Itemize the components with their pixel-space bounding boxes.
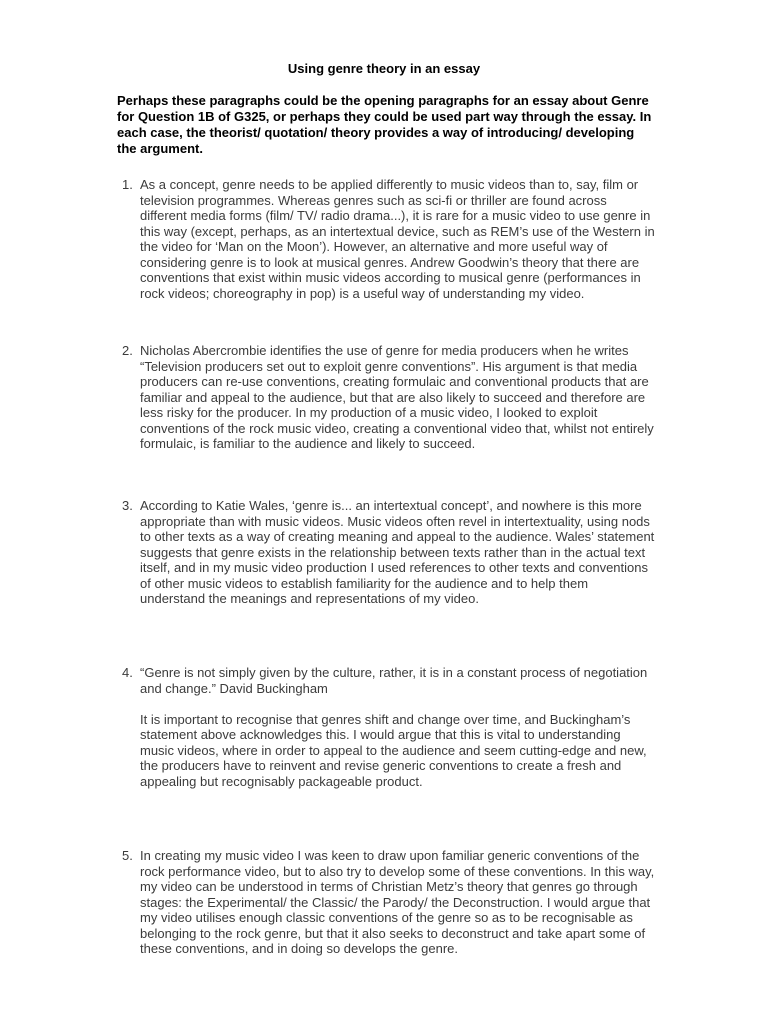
list-item-body (140, 498, 656, 607)
list-item-body (140, 177, 656, 301)
intro-paragraph: Perhaps these paragraphs could be the opening paragraphs for an essay about Genre for Question 1B of G325, or perhaps they could be used part way through the essay. In each case, the theorist/ quotation/ theory provides a way of introducing/ developing the argument. (117, 93, 652, 156)
list-item-body (140, 848, 656, 957)
list-item-number: 4. (122, 665, 133, 680)
list-item-1 (122, 177, 656, 301)
list-item-number: 1. (122, 177, 133, 192)
list-item-quote-paragraph: “Genre is not simply given by the culture, rather, it is in a constant process of negotiation and change.” David Buckingham (140, 665, 648, 696)
list-item-paragraph: It is important to recognise that genres shift and change over time, and Buckingham’s statement above acknowledges this. I would argue that this is vital to understanding music videos, where in order to appeal to the audience and seem cutting-edge and new, the producers have to reinvent and revise generic conventions to create a fresh and appealing but recognisably packageable product. (140, 711, 647, 789)
list-item-paragraph: According to Katie Wales, ‘genre is... an intertextual concept’, and nowhere is this more appropriate than with music videos. Music videos often revel in intertextuality, using nods to other texts as a way of creating meaning and appeal to the audience. Wales’ statement suggests that genre exists in the relationship between texts rather than in the actual text itself, and in my music video production I used references to other texts and conventions of other music videos to establish familiarity for the audience and to help them understand the meanings and representations of my video. (140, 498, 655, 606)
list-item-number: 5. (122, 848, 133, 863)
list-item-paragraph: Nicholas Abercrombie identifies the use of genre for media producers when he writes “Television producers set out to exploit genre conventions”. His argument is that media producers can re-use conventions, creating formulaic and conventional products that are familiar and appeal to the audience, but that are also likely to succeed and therefore are less risky for the producer. In my production of a music video, I looked to exploit conventions of the rock music video, creating a conventional video that, whilst not entirely formulaic, is familiar to the audience and likely to succeed. (140, 343, 654, 451)
list-item-number: 2. (122, 343, 133, 358)
list-item-4 (122, 665, 656, 789)
list-item-3 (122, 498, 656, 607)
document-title: Using genre theory in an essay (287, 61, 481, 76)
list-item-paragraph: In creating my music video I was keen to draw upon familiar generic conventions of the rock performance video, but to also try to develop some of these conventions. In this way, my video can be understood in terms of Christian Metz’s theory that genres go through stages: the Experimental/ the Classic/ the Parody/ the Deconstruction. I would argue that my video utilises enough classic conventions of the genre so as to be recognisable as belonging to the rock genre, but that it also seeks to deconstruct and take apart some of these conventions, and in doing so develops the genre. (140, 848, 655, 956)
list-item-number: 3. (122, 498, 133, 513)
list-item-paragraph: As a concept, genre needs to be applied differently to music videos than to, say, film or television programmes. Whereas genres such as sci-fi or thriller are found across different media forms (film/ TV/ radio drama...), it is rare for a music video to use genre in this way (except, perhaps, as an intertextual device, such as REM’s use of the Western in the video for ‘Man on the Moon’). However, an alternative and more useful way of considering genre is to look at musical genres. Andrew Goodwin’s theory that there are conventions that exist within music videos according to musical genre (performances in rock videos; choreography in pop) is a useful way of understanding my video. (140, 177, 655, 301)
list-item-2 (122, 343, 656, 452)
list-item-body (140, 343, 656, 452)
list-item-5 (122, 848, 656, 957)
list-item-body (140, 665, 656, 789)
